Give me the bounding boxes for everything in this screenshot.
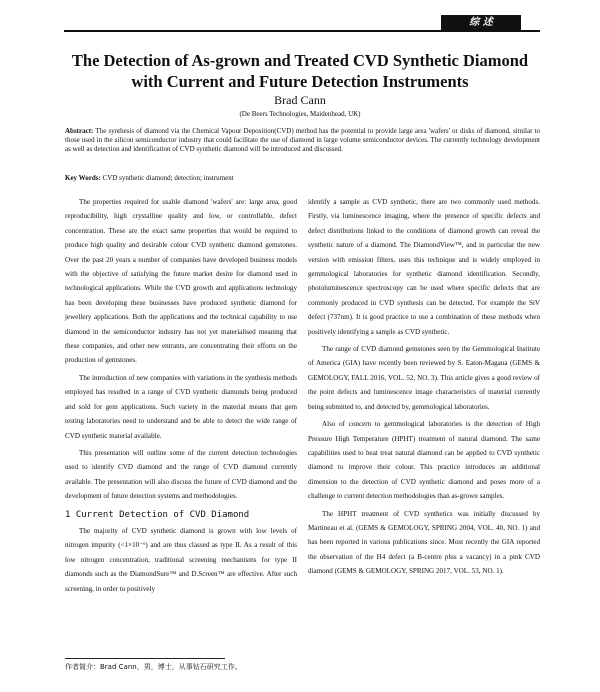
right-paragraph-3: Also of concern to gemmological laboratories is the detection of High Pressure High Temperature (HPHT) treatment of natural diamond. The same capabilities used to heat treat natural diamond can be applied to CVD synthetic diamond to improve their colour. This practice introduces an additional dimension to the detection of CVD synthetic diamond and poses more of a challenge to current detection methodologies than as-grown samples. (308, 420, 540, 501)
author: Brad Cann (274, 93, 326, 107)
right-paragraph-4: The HPHT treatment of CVD synthetics was initially discussed by Martineau et al. (GEMS & GEMOLOGY, SPRING 2004, VOL. 40, NO. 1) and has been reported in various publications since. Most recently the GIA reported the observation of the H4 defect (a B-centre plus a vacancy) in a pink CVD diamond (GEMS & GEMOLOGY, SPRING 2017, VOL. 53, NO. 1). (308, 509, 540, 576)
keywords (65, 174, 540, 183)
left-paragraph-2: The introduction of new companies with variations in the synthesis methods employed has resulted in a range of CVD synthetic diamonds being produced and sold for gem applications. Such variety in the material means that gem testing laboratories need to understand and be able to detect the wide range of CVD synthetic material available. (65, 373, 297, 440)
right-paragraph-1: identify a sample as CVD synthetic, there are two commonly used methods. Firstly, via luminescence imaging, where the presence of specific defects and defect distributions linked to the conditions of diamond growth can reveal the synthetic nature of a diamond. The DiamondView™, and in particular the new version with emission filters, uses this technique and is widely employed in gemmological laboratories for synthetic diamond identification. Secondly, photoluminescence spectroscopy can be used where specific defects that are commonly produced in CVD synthesis can be detected. For example the SiV defect (737nm). It is good practice to use a combination of these methods when positively identifying a sample as CVD synthetic. (308, 198, 540, 336)
section-heading: 1 Current Detection of CVD Diamond (65, 509, 250, 520)
abstract-text: The synthesis of diamond via the Chemical Vapour Deposition(CVD) method has the potential to provide large area 'wafers' or disks of diamond, similar to those used in the silicon semiconductor industry that could facilitate the use of diamond in large volume semiconductor devices. The currently technology development as well as detection and identification of CVD synthetic diamond will be introduced and discussed. (65, 127, 540, 154)
right-column (308, 195, 540, 582)
title-line-1: The Detection of As-grown and Treated CVD Synthetic Diamond (71, 51, 529, 70)
left-column (65, 195, 297, 599)
left-paragraph-3: This presentation will outline some of the current detection technologies used to identify CVD diamond and the range of CVD diamond currently available. The presentation will also discuss the future of CVD diamond and the development of future detection systems and methodologies. (65, 448, 297, 501)
footnote: 作者简介：Brad Cann，男，博士，从事钻石研究工作。 (65, 663, 242, 671)
header-section-label: 综 述 (441, 15, 521, 31)
right-paragraph-2: The range of CVD diamond gemstones seen by the Gemmological Institute of America (GIA) have recently been reviewed by S. Eaton-Magana (GEMS & GEMOLOGY, FALL 2016, VOL. 52, NO. 3). This article gives a good review of the point defects and luminescence image characteristics of material currently being submitted to, and detected by, gemmological laboratories. (308, 345, 540, 411)
left-paragraph-1: The properties required for usable diamond 'wafers' are: large area, good reproducibility, high crystalline quality and low, or controllable, defect concentration. These are the exact same properties that would be required to produce high quality and desirable colour CVD synthetic diamond gemstones. Over the past 20 years a number of companies have developed business models with the objective of satisfying the future market desire for diamond used in technological applications. While the CVD growth and applications technology has been developing these businesses have produced synthetic diamond for jewellery applications. Both the applications and the technical capability to use diamond in the semiconductor industry has not yet materialised meaning that these companies, and other new entrants, are concentrating their efforts on the production of gemstones. (65, 198, 297, 365)
abstract (65, 127, 540, 155)
keywords-label: Key Words: (65, 174, 101, 182)
page-title (40, 50, 560, 92)
footnote-rule (65, 658, 225, 659)
keywords-text: CVD synthetic diamond; detection; instrument (102, 174, 234, 182)
title-line-2: with Current and Future Detection Instruments (131, 72, 469, 91)
left-paragraph-4: The majority of CVD synthetic diamond is grown with low levels of nitrogen impurity (<1×10⁻⁶) and are thus classed as type II. As a result of this low nitrogen concentration, traditional screening mechanisms for type II diamonds such as the DiamondSure™ and D.Screen™ are effective. After such screening, in order to positively (65, 526, 297, 593)
affiliation: (De Beers Technologies, Maidenhead, UK) (239, 110, 361, 118)
abstract-label: Abstract: (65, 127, 94, 135)
